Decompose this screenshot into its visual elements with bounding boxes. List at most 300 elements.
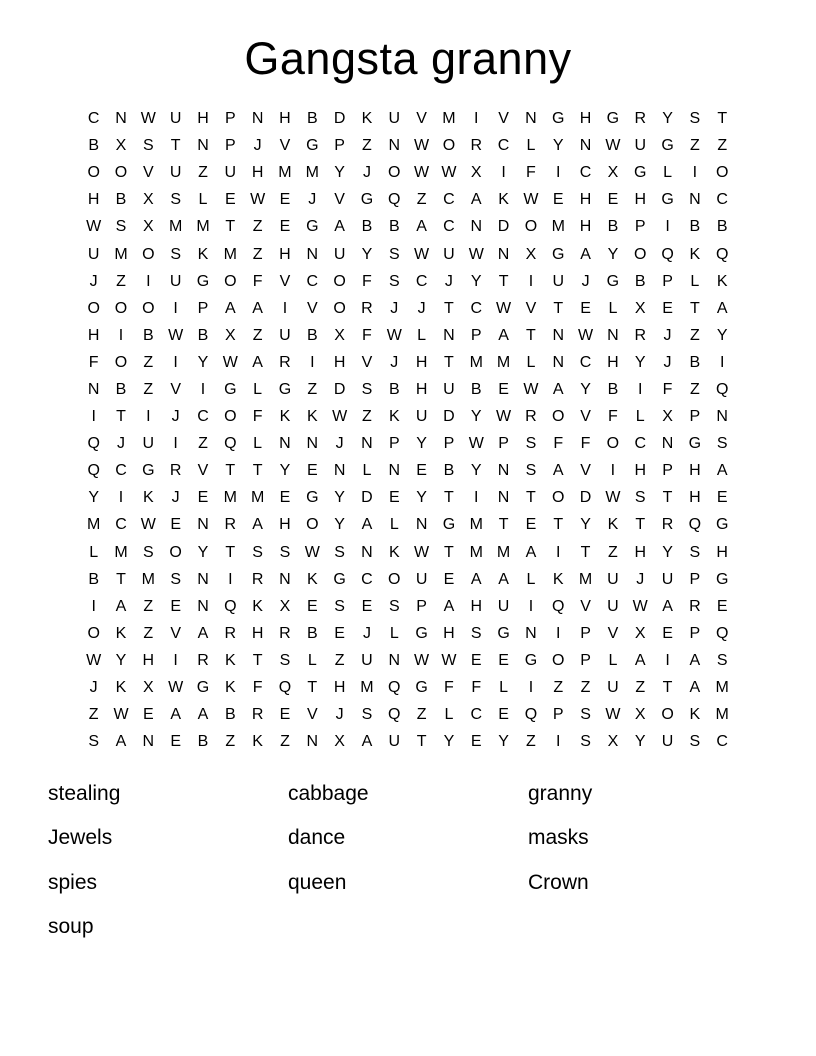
grid-letter: M xyxy=(114,245,128,263)
grid-letter: Z xyxy=(689,380,700,398)
grid-row xyxy=(80,620,736,647)
grid-letter: J xyxy=(171,489,180,507)
grid-letter: U xyxy=(169,164,182,182)
grid-letter: T xyxy=(307,679,318,697)
grid-letter: Y xyxy=(470,408,482,426)
grid-letter: E xyxy=(197,489,209,507)
grid-letter: B xyxy=(607,218,619,236)
grid-letter: S xyxy=(279,543,291,561)
grid-letter: S xyxy=(470,624,482,642)
grid-letter: A xyxy=(224,299,236,317)
grid-letter: H xyxy=(470,597,483,615)
grid-letter: Y xyxy=(197,353,209,371)
grid-letter: D xyxy=(497,218,510,236)
grid-letter: B xyxy=(716,218,728,236)
grid-letter: J xyxy=(417,299,426,317)
grid-letter: E xyxy=(552,191,564,209)
grid-letter: G xyxy=(497,624,510,642)
grid-letter: U xyxy=(224,164,237,182)
grid-letter: L xyxy=(526,137,536,155)
grid-letter: W xyxy=(414,137,430,155)
grid-letter: K xyxy=(716,272,728,290)
grid-letter: R xyxy=(661,516,674,534)
grid-letter: W xyxy=(468,435,484,453)
grid-letter: G xyxy=(442,516,456,534)
grid-letter: I xyxy=(173,435,178,453)
grid-letter: O xyxy=(388,570,401,588)
grid-letter: U xyxy=(634,137,646,155)
grid-letter: X xyxy=(142,218,154,236)
grid-letter: Q xyxy=(224,597,237,615)
word-list-item: Jewels xyxy=(48,826,113,850)
grid-letter: N xyxy=(415,516,428,534)
grid-letter: V xyxy=(498,110,509,128)
grid-letter: I xyxy=(556,733,561,751)
grid-letter: L xyxy=(389,624,399,642)
grid-letter: I xyxy=(665,651,670,669)
grid-letter: G xyxy=(142,462,155,480)
grid-letter: A xyxy=(170,706,181,724)
grid-letter: H xyxy=(579,218,592,236)
grid-letter: I xyxy=(719,353,725,371)
grid-letter: N xyxy=(716,408,728,426)
grid-letter: Z xyxy=(334,651,345,669)
grid-letter: H xyxy=(634,191,646,209)
grid-letter: O xyxy=(715,164,729,182)
grid-letter: T xyxy=(526,326,536,344)
grid-letter: N xyxy=(525,110,537,128)
grid-letter: J xyxy=(663,326,672,344)
grid-letter: Y xyxy=(634,733,646,751)
grid-letter: C xyxy=(115,516,127,534)
grid-letter: H xyxy=(443,624,455,642)
grid-letter: V xyxy=(361,353,373,371)
grid-letter: U xyxy=(607,679,619,697)
grid-letter: M xyxy=(469,353,483,371)
grid-letter: Q xyxy=(688,516,702,534)
grid-letter: R xyxy=(634,326,646,344)
grid-letter: A xyxy=(252,516,263,534)
word-list xyxy=(48,772,816,950)
grid-letter: Q xyxy=(278,679,292,697)
grid-letter: L xyxy=(307,651,317,669)
grid-letter: O xyxy=(442,137,456,155)
grid-letter: Z xyxy=(553,679,564,697)
grid-letter: K xyxy=(388,408,400,426)
grid-letter: N xyxy=(388,462,401,480)
grid-letter: C xyxy=(634,435,646,453)
grid-letter: E xyxy=(443,570,455,588)
grid-letter: N xyxy=(251,110,264,128)
grid-letter: I xyxy=(118,326,124,344)
grid-letter: W xyxy=(523,380,539,398)
grid-letter: O xyxy=(333,272,346,290)
grid-letter: O xyxy=(524,218,538,236)
grid-letter: J xyxy=(253,137,262,155)
grid-letter: E xyxy=(470,733,482,751)
grid-letter: H xyxy=(415,380,428,398)
grid-letter: S xyxy=(88,733,99,751)
grid-letter: K xyxy=(252,733,263,751)
grid-letter: R xyxy=(224,516,237,534)
grid-letter: Z xyxy=(116,272,126,290)
grid-letter: L xyxy=(526,570,536,588)
grid-letter: H xyxy=(197,110,209,128)
grid-letter: E xyxy=(361,597,373,615)
grid-letter: Q xyxy=(87,435,100,453)
grid-letter: Y xyxy=(634,353,646,371)
grid-letter: N xyxy=(361,435,373,453)
grid-letter: G xyxy=(524,651,538,669)
grid-letter: C xyxy=(497,137,510,155)
grid-letter: C xyxy=(361,570,373,588)
grid-letter: T xyxy=(444,543,454,561)
grid-letter: Y xyxy=(580,516,591,534)
grid-row xyxy=(80,214,736,241)
grid-letter: F xyxy=(526,164,536,182)
grid-letter: O xyxy=(552,408,565,426)
grid-letter: B xyxy=(306,326,318,344)
grid-letter: Z xyxy=(635,679,646,697)
grid-letter: H xyxy=(142,651,155,669)
grid-letter: X xyxy=(662,408,673,426)
grid-letter: A xyxy=(197,624,209,642)
grid-letter: U xyxy=(661,733,674,751)
grid-letter: S xyxy=(142,137,154,155)
word-list-item: masks xyxy=(528,826,589,850)
grid-letter: A xyxy=(470,570,482,588)
grid-letter: E xyxy=(279,489,291,507)
grid-letter: G xyxy=(552,245,565,263)
grid-letter: S xyxy=(170,245,181,263)
grid-letter: Z xyxy=(362,137,372,155)
grid-letter: E xyxy=(170,516,181,534)
grid-letter: E xyxy=(607,191,619,209)
grid-letter: G xyxy=(661,137,674,155)
grid-letter: Z xyxy=(143,380,154,398)
word-list-item: cabbage xyxy=(288,781,369,805)
grid-letter: S xyxy=(334,543,345,561)
grid-letter: W xyxy=(632,597,648,615)
grid-letter: I xyxy=(200,380,206,398)
grid-letter: M xyxy=(442,110,456,128)
grid-letter: E xyxy=(224,191,236,209)
grid-letter: P xyxy=(580,651,591,669)
grid-letter: W xyxy=(414,543,430,561)
grid-letter: A xyxy=(580,245,591,263)
grid-letter: M xyxy=(141,570,155,588)
grid-letter: L xyxy=(198,191,208,209)
grid-letter: U xyxy=(415,408,428,426)
grid-letter: K xyxy=(607,516,619,534)
grid-letter: J xyxy=(362,164,371,182)
grid-letter: T xyxy=(717,110,728,128)
grid-letter: L xyxy=(444,706,454,724)
grid-letter: G xyxy=(306,137,319,155)
grid-letter: E xyxy=(170,597,181,615)
grid-letter: S xyxy=(388,245,400,263)
grid-letter: R xyxy=(279,624,291,642)
grid-letter: H xyxy=(579,110,592,128)
grid-letter: A xyxy=(662,597,673,615)
grid-letter: P xyxy=(224,137,236,155)
grid-letter: N xyxy=(470,218,483,236)
grid-letter: U xyxy=(443,245,455,263)
grid-letter: G xyxy=(715,516,729,534)
grid-row xyxy=(80,458,736,485)
grid-letter: H xyxy=(607,353,619,371)
grid-letter: Q xyxy=(224,435,237,453)
grid-letter: P xyxy=(689,570,701,588)
grid-letter: Z xyxy=(580,679,591,697)
grid-letter: G xyxy=(715,570,729,588)
grid-letter: N xyxy=(388,651,401,669)
grid-letter: I xyxy=(173,299,178,317)
grid-letter: R xyxy=(361,299,373,317)
grid-letter: J xyxy=(116,435,125,453)
grid-letter: N xyxy=(306,245,319,263)
grid-letter: Q xyxy=(552,597,565,615)
grid-letter: E xyxy=(498,706,509,724)
grid-letter: G xyxy=(224,380,237,398)
grid-letter: M xyxy=(278,164,292,182)
grid-letter: B xyxy=(88,137,99,155)
grid-letter: M xyxy=(496,543,511,561)
grid-letter: Q xyxy=(661,245,674,263)
grid-letter: K xyxy=(224,651,236,669)
grid-letter: T xyxy=(553,516,564,534)
grid-letter: D xyxy=(361,489,373,507)
grid-letter: G xyxy=(360,191,374,209)
grid-letter: U xyxy=(443,380,455,398)
grid-letter: Y xyxy=(334,489,345,507)
grid-letter: W xyxy=(86,218,102,236)
grid-row xyxy=(80,268,736,295)
grid-letter: F xyxy=(471,679,482,697)
grid-letter: L xyxy=(362,462,372,480)
grid-letter: K xyxy=(689,706,701,724)
grid-letter: Y xyxy=(443,733,455,751)
grid-letter: Z xyxy=(416,706,427,724)
grid-letter: S xyxy=(388,272,400,290)
grid-letter: Q xyxy=(388,706,401,724)
grid-letter: U xyxy=(388,733,401,751)
grid-letter: D xyxy=(333,110,346,128)
grid-letter: T xyxy=(689,299,700,317)
grid-letter: A xyxy=(197,706,209,724)
grid-letter: W xyxy=(140,516,156,534)
grid-letter: S xyxy=(361,706,373,724)
grid-letter: L xyxy=(253,380,263,398)
grid-letter: Z xyxy=(307,380,318,398)
grid-letter: Y xyxy=(88,489,99,507)
grid-letter: G xyxy=(634,164,647,182)
grid-letter: S xyxy=(279,651,291,669)
grid-letter: P xyxy=(498,435,509,453)
grid-letter: A xyxy=(525,543,537,561)
grid-letter: I xyxy=(638,380,643,398)
grid-letter: J xyxy=(335,706,344,724)
grid-row xyxy=(80,566,736,593)
grid-letter: O xyxy=(661,706,674,724)
grid-letter: W xyxy=(113,706,129,724)
grid-letter: R xyxy=(224,624,237,642)
grid-letter: O xyxy=(552,489,565,507)
grid-letter: V xyxy=(416,110,427,128)
grid-letter: R xyxy=(197,651,209,669)
grid-letter: S xyxy=(334,597,345,615)
grid-letter: I xyxy=(228,570,233,588)
grid-letter: T xyxy=(252,462,263,480)
grid-letter: B xyxy=(115,380,127,398)
grid-letter: S xyxy=(580,733,591,751)
grid-letter: O xyxy=(87,299,100,317)
grid-letter: M xyxy=(469,543,483,561)
grid-letter: H xyxy=(87,191,100,209)
grid-letter: W xyxy=(140,110,156,128)
grid-letter: S xyxy=(115,218,127,236)
grid-letter: G xyxy=(688,435,702,453)
word-list-item: stealing xyxy=(48,781,121,805)
grid-letter: K xyxy=(224,679,236,697)
grid-letter: X xyxy=(279,597,291,615)
grid-letter: M xyxy=(87,516,101,534)
grid-letter: I xyxy=(474,110,479,128)
grid-letter: E xyxy=(580,299,591,317)
grid-letter: G xyxy=(333,570,346,588)
grid-letter: R xyxy=(251,570,264,588)
grid-letter: Z xyxy=(252,245,263,263)
grid-letter: Z xyxy=(416,191,427,209)
grid-letter: J xyxy=(581,272,590,290)
grid-letter: T xyxy=(116,408,126,426)
grid-letter: O xyxy=(114,164,128,182)
grid-row xyxy=(80,133,736,160)
grid-letter: B xyxy=(443,462,455,480)
grid-letter: E xyxy=(142,706,154,724)
grid-letter: U xyxy=(607,597,619,615)
grid-letter: B xyxy=(224,706,236,724)
grid-letter: N xyxy=(661,435,674,453)
grid-row xyxy=(80,404,736,431)
grid-letter: C xyxy=(716,191,728,209)
grid-letter: C xyxy=(443,191,455,209)
grid-letter: P xyxy=(662,272,673,290)
grid-letter: N xyxy=(197,570,209,588)
grid-letter: Y xyxy=(662,543,673,561)
grid-letter: X xyxy=(525,245,537,263)
word-list-item: soup xyxy=(48,915,94,939)
grid-letter: O xyxy=(169,543,182,561)
grid-letter: V xyxy=(197,462,209,480)
grid-letter: I xyxy=(501,164,506,182)
grid-letter: V xyxy=(142,164,154,182)
grid-letter: Y xyxy=(498,733,509,751)
grid-letter: D xyxy=(333,380,346,398)
grid-letter: S xyxy=(689,543,701,561)
grid-letter: S xyxy=(170,570,181,588)
grid-letter: P xyxy=(443,435,455,453)
grid-letter: W xyxy=(250,191,266,209)
grid-letter: Q xyxy=(715,245,729,263)
grid-letter: P xyxy=(416,597,427,615)
grid-letter: K xyxy=(252,597,263,615)
grid-letter: Y xyxy=(607,245,619,263)
grid-letter: V xyxy=(607,624,619,642)
grid-letter: G xyxy=(552,110,565,128)
grid-letter: B xyxy=(388,218,400,236)
grid-letter: O xyxy=(306,516,319,534)
grid-letter: B xyxy=(634,272,646,290)
grid-letter: S xyxy=(580,706,591,724)
grid-letter: J xyxy=(89,679,98,697)
word-list-column xyxy=(48,772,288,950)
grid-letter: X xyxy=(607,164,619,182)
grid-letter: M xyxy=(196,218,210,236)
grid-letter: S xyxy=(689,733,701,751)
grid-letter: W xyxy=(168,679,184,697)
grid-letter: B xyxy=(388,380,400,398)
grid-letter: V xyxy=(170,624,181,642)
grid-letter: J xyxy=(636,570,645,588)
grid-letter: Z xyxy=(252,218,263,236)
grid-letter: L xyxy=(526,353,536,371)
grid-letter: N xyxy=(552,326,565,344)
grid-letter: O xyxy=(142,299,155,317)
grid-letter: C xyxy=(415,272,428,290)
grid-letter: I xyxy=(173,353,178,371)
grid-letter: N xyxy=(361,543,373,561)
grid-letter: K xyxy=(689,245,701,263)
grid-letter: N xyxy=(115,110,127,128)
grid-letter: P xyxy=(580,624,591,642)
grid-letter: O xyxy=(87,164,100,182)
grid-letter: B xyxy=(197,326,209,344)
grid-letter: J xyxy=(308,191,317,209)
grid-letter: N xyxy=(497,245,510,263)
grid-letter: N xyxy=(388,137,401,155)
grid-letter: T xyxy=(170,137,181,155)
grid-letter: C xyxy=(579,164,592,182)
grid-letter: B xyxy=(689,353,701,371)
grid-letter: W xyxy=(496,299,512,317)
grid-letter: O xyxy=(388,164,401,182)
grid-letter: A xyxy=(689,679,701,697)
grid-letter: B xyxy=(115,191,127,209)
grid-letter: B xyxy=(142,326,154,344)
grid-letter: Z xyxy=(526,733,536,751)
grid-letter: H xyxy=(333,353,346,371)
grid-letter: U xyxy=(361,651,373,669)
grid-letter: H xyxy=(634,462,646,480)
grid-letter: K xyxy=(115,679,127,697)
grid-letter: Y xyxy=(115,651,127,669)
grid-letter: N xyxy=(142,733,155,751)
grid-letter: B xyxy=(306,110,318,128)
grid-letter: P xyxy=(197,299,209,317)
grid-letter: W xyxy=(605,706,621,724)
grid-letter: N xyxy=(497,462,510,480)
grid-letter: H xyxy=(689,462,701,480)
grid-letter: C xyxy=(470,706,483,724)
grid-letter: B xyxy=(607,380,619,398)
grid-letter: O xyxy=(224,272,237,290)
grid-letter: M xyxy=(360,679,374,697)
grid-letter: C xyxy=(716,733,728,751)
grid-letter: H xyxy=(251,624,264,642)
grid-letter: T xyxy=(662,489,673,507)
grid-letter: Y xyxy=(662,110,673,128)
